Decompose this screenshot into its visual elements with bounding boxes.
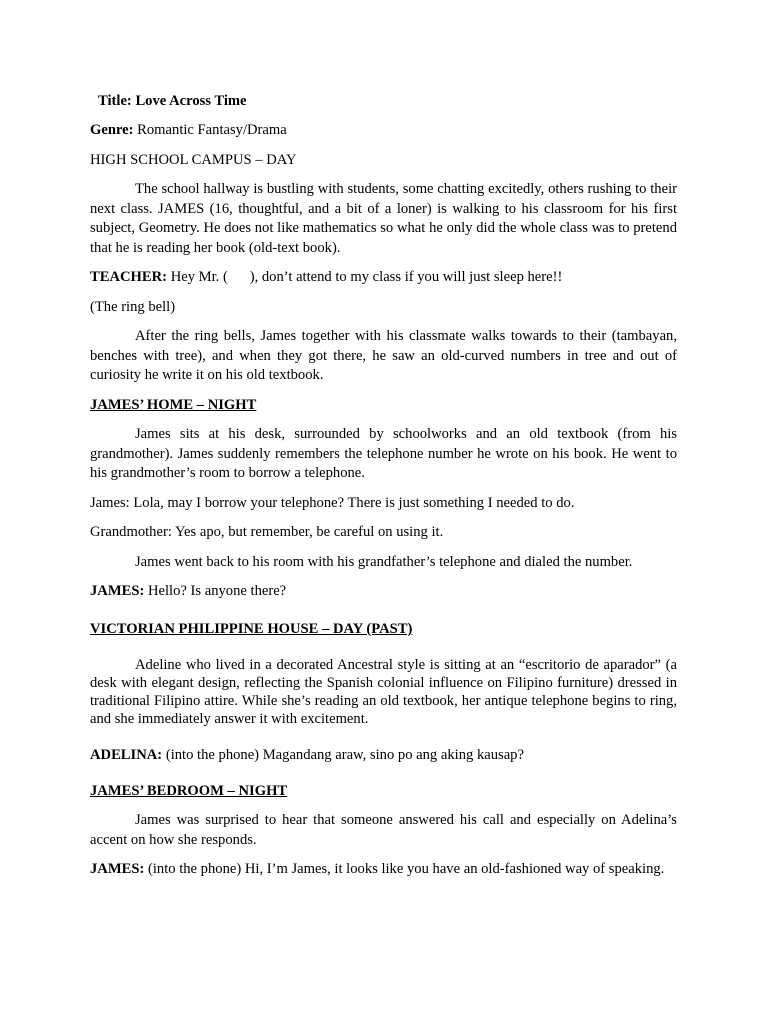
grandmother-dialogue: Grandmother: Yes apo, but remember, be careful on using it. xyxy=(90,524,444,540)
teacher-speaker: TEACHER: xyxy=(90,269,168,285)
teacher-text: Hey Mr. ( ), don’t attend to my class if you will just sleep here!! xyxy=(170,269,563,285)
paragraph-surprised: James was surprised to hear that someone answered his call and especially on Adelina’s accent on how she responds. xyxy=(90,812,677,848)
james-dialogue-lola: James: Lola, may I borrow your telephone? There is just something I needed to do. xyxy=(90,495,575,511)
adelina-text: (into the phone) Magandang araw, sino po ang aking kausap? xyxy=(165,747,524,763)
title-label: Title: xyxy=(98,93,132,109)
adelina-dialogue xyxy=(90,746,677,766)
scene-heading-james-home: JAMES’ HOME – NIGHT xyxy=(90,397,257,413)
genre-text: Romantic Fantasy/Drama xyxy=(137,122,287,138)
paragraph-hallway: The school hallway is bustling with students, some chatting excitedly, others rushing to their next class. JAMES (16, thoughtful, and a bit of a loner) is walking to his classroom for his first subject, Geometry. He does not like mathematics so what he only did the whole class was to pretend that he is reading her book (old-text book). xyxy=(90,181,677,256)
james-speaker-2: JAMES: xyxy=(90,861,145,877)
scene-heading-james-bedroom: JAMES’ BEDROOM – NIGHT xyxy=(90,783,288,799)
james-hello-text: Hello? Is anyone there? xyxy=(147,583,287,599)
paragraph-dialed: James went back to his room with his grandfather’s telephone and dialed the number. xyxy=(135,554,633,570)
script-title xyxy=(98,92,685,112)
james-speaker: JAMES: xyxy=(90,583,145,599)
ring-bell-direction: (The ring bell) xyxy=(90,299,176,315)
paragraph-desk: James sits at his desk, surrounded by schoolworks and an old textbook (from his grandmother). James suddenly remembers the telephone number he wrote on his book. He went to his grandmother’s room to borrow a telephone. xyxy=(90,426,677,481)
genre-label: Genre: xyxy=(90,122,134,138)
genre-line xyxy=(90,121,677,141)
title-text: Love Across Time xyxy=(135,93,247,109)
paragraph-tambayan: After the ring bells, James together with his classmate walks towards to their (tambayan, benches with tree), and when they got there, he saw an old-curved numbers in tree and out of curiosity he write it on his old textbook. xyxy=(90,328,677,383)
scene-heading-campus: HIGH SCHOOL CAMPUS – DAY xyxy=(90,152,297,168)
teacher-dialogue xyxy=(90,268,677,288)
adelina-speaker: ADELINA: xyxy=(90,747,163,763)
scene-heading-victorian-house: VICTORIAN PHILIPPINE HOUSE – DAY (PAST) xyxy=(90,621,413,637)
james-old-fashioned-text: (into the phone) Hi, I’m James, it looks like you have an old-fashioned way of speaking. xyxy=(147,861,665,877)
james-dialogue-hello xyxy=(90,582,677,602)
paragraph-adeline: Adeline who lived in a decorated Ancestral style is sitting at an “escritorio de aparador” (a desk with elegant design, reflecting the Spanish colonial influence on Filipino furniture) dressed in traditional Filipino attire. While she’s reading an old textbook, her antique telephone begins to ring, and she immediately answer it with excitement. xyxy=(90,657,677,727)
james-dialogue-old-fashioned xyxy=(90,860,677,880)
